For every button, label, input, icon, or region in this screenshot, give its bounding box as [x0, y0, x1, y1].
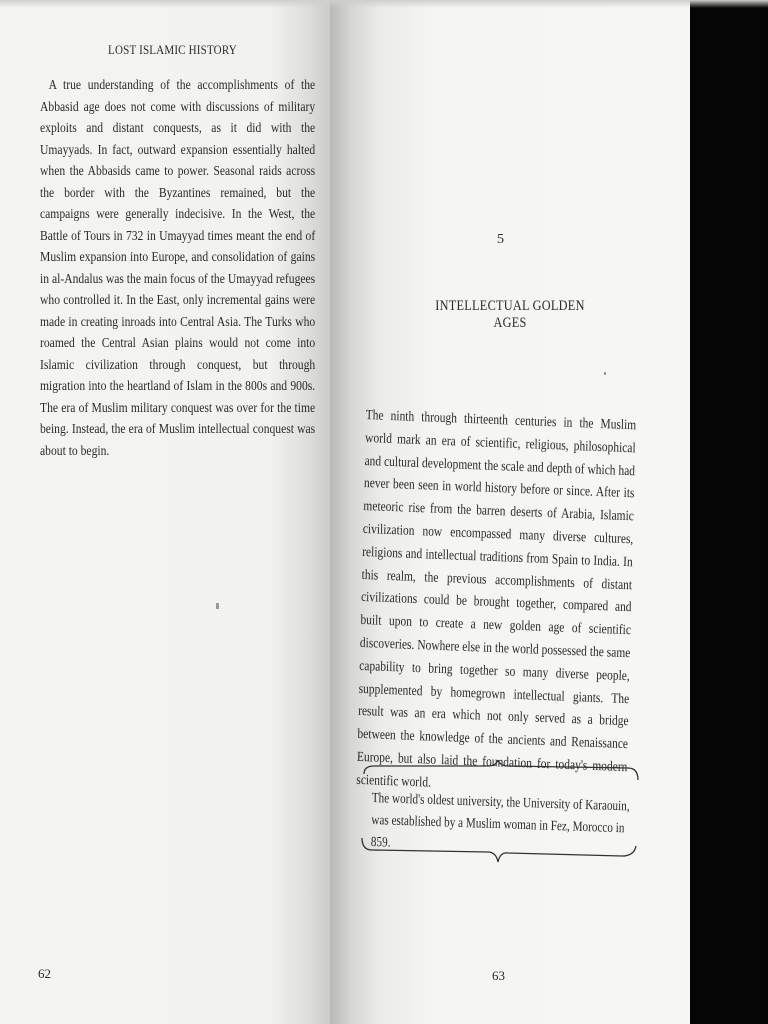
- right-paragraph: The ninth through thirteenth centuries in the Muslim world mark an era of scientific, religious, philosophical and cultural development the scale and depth of which had never been seen in world history before or since. After its meteoric rise from the barren deserts of Arabia, Islamic civilization now encompassed many diverse cultures, religions and intellectual traditions from Spain to India. In this realm, the previous accomplishments of distant civilizations could be brought together, compared and built upon to create a new golden age of scientific discoveries. Nowhere else in the world possessed the same capability to bring together so many diverse people, supplemented by homegrown intellectual giants. The result was an era which not only served as a bridge between the knowledge of the ancients and Renaissance Europe, but also laid the foundation for today's modern scientific world.: [356, 407, 637, 791]
- running-head: LOST ISLAMIC HISTORY: [108, 42, 237, 57]
- left-paragraph: A true understanding of the accomplishments of the Abbasid age does not come with discussions of military exploits and distant conquests, as it did with the Umayyads. In fact, outward expansion essentially halted when the Abbasids came to power. Seasonal raids across the border with the Byzantines remained, but the campaigns were generally indecisive. In the West, the Battle of Tours in 732 in Umayyad times meant the end of Muslim expansion into Europe, and consolidation of gains in al-Andalus was the main focus of the Umayyad refugees who controlled it. In the East, only incremental gains were made in creating inroads into Central Asia. The Turks who roamed the Central Asian plains would not come into Islamic civilization through conquest, but through migration into the heartland of Islam in the 800s and 900s. The era of Muslim military conquest was over for the time being. Instead, the era of Muslim intellectual conquest was about to begin.: [40, 77, 316, 458]
- scan-speck: [216, 603, 219, 609]
- page-number-right: 63: [492, 968, 505, 983]
- top-brace: [364, 760, 638, 780]
- chapter-title: INTELLECTUAL GOLDEN AGES: [435, 298, 585, 331]
- scan-speck: [604, 372, 606, 375]
- page-number-left: 62: [38, 966, 51, 981]
- fact-callout: [360, 760, 642, 872]
- scan-top-edge: [0, 0, 768, 8]
- fact-text: The world's oldest university, the University of Karaouin, was established by a Muslim woman in Fez, Morocco in 859.: [370, 790, 630, 851]
- chapter-number: 5: [497, 232, 504, 247]
- left-page-body: [40, 74, 315, 461]
- scan-edge-shadow: [690, 0, 768, 1024]
- right-page-body: [356, 405, 636, 803]
